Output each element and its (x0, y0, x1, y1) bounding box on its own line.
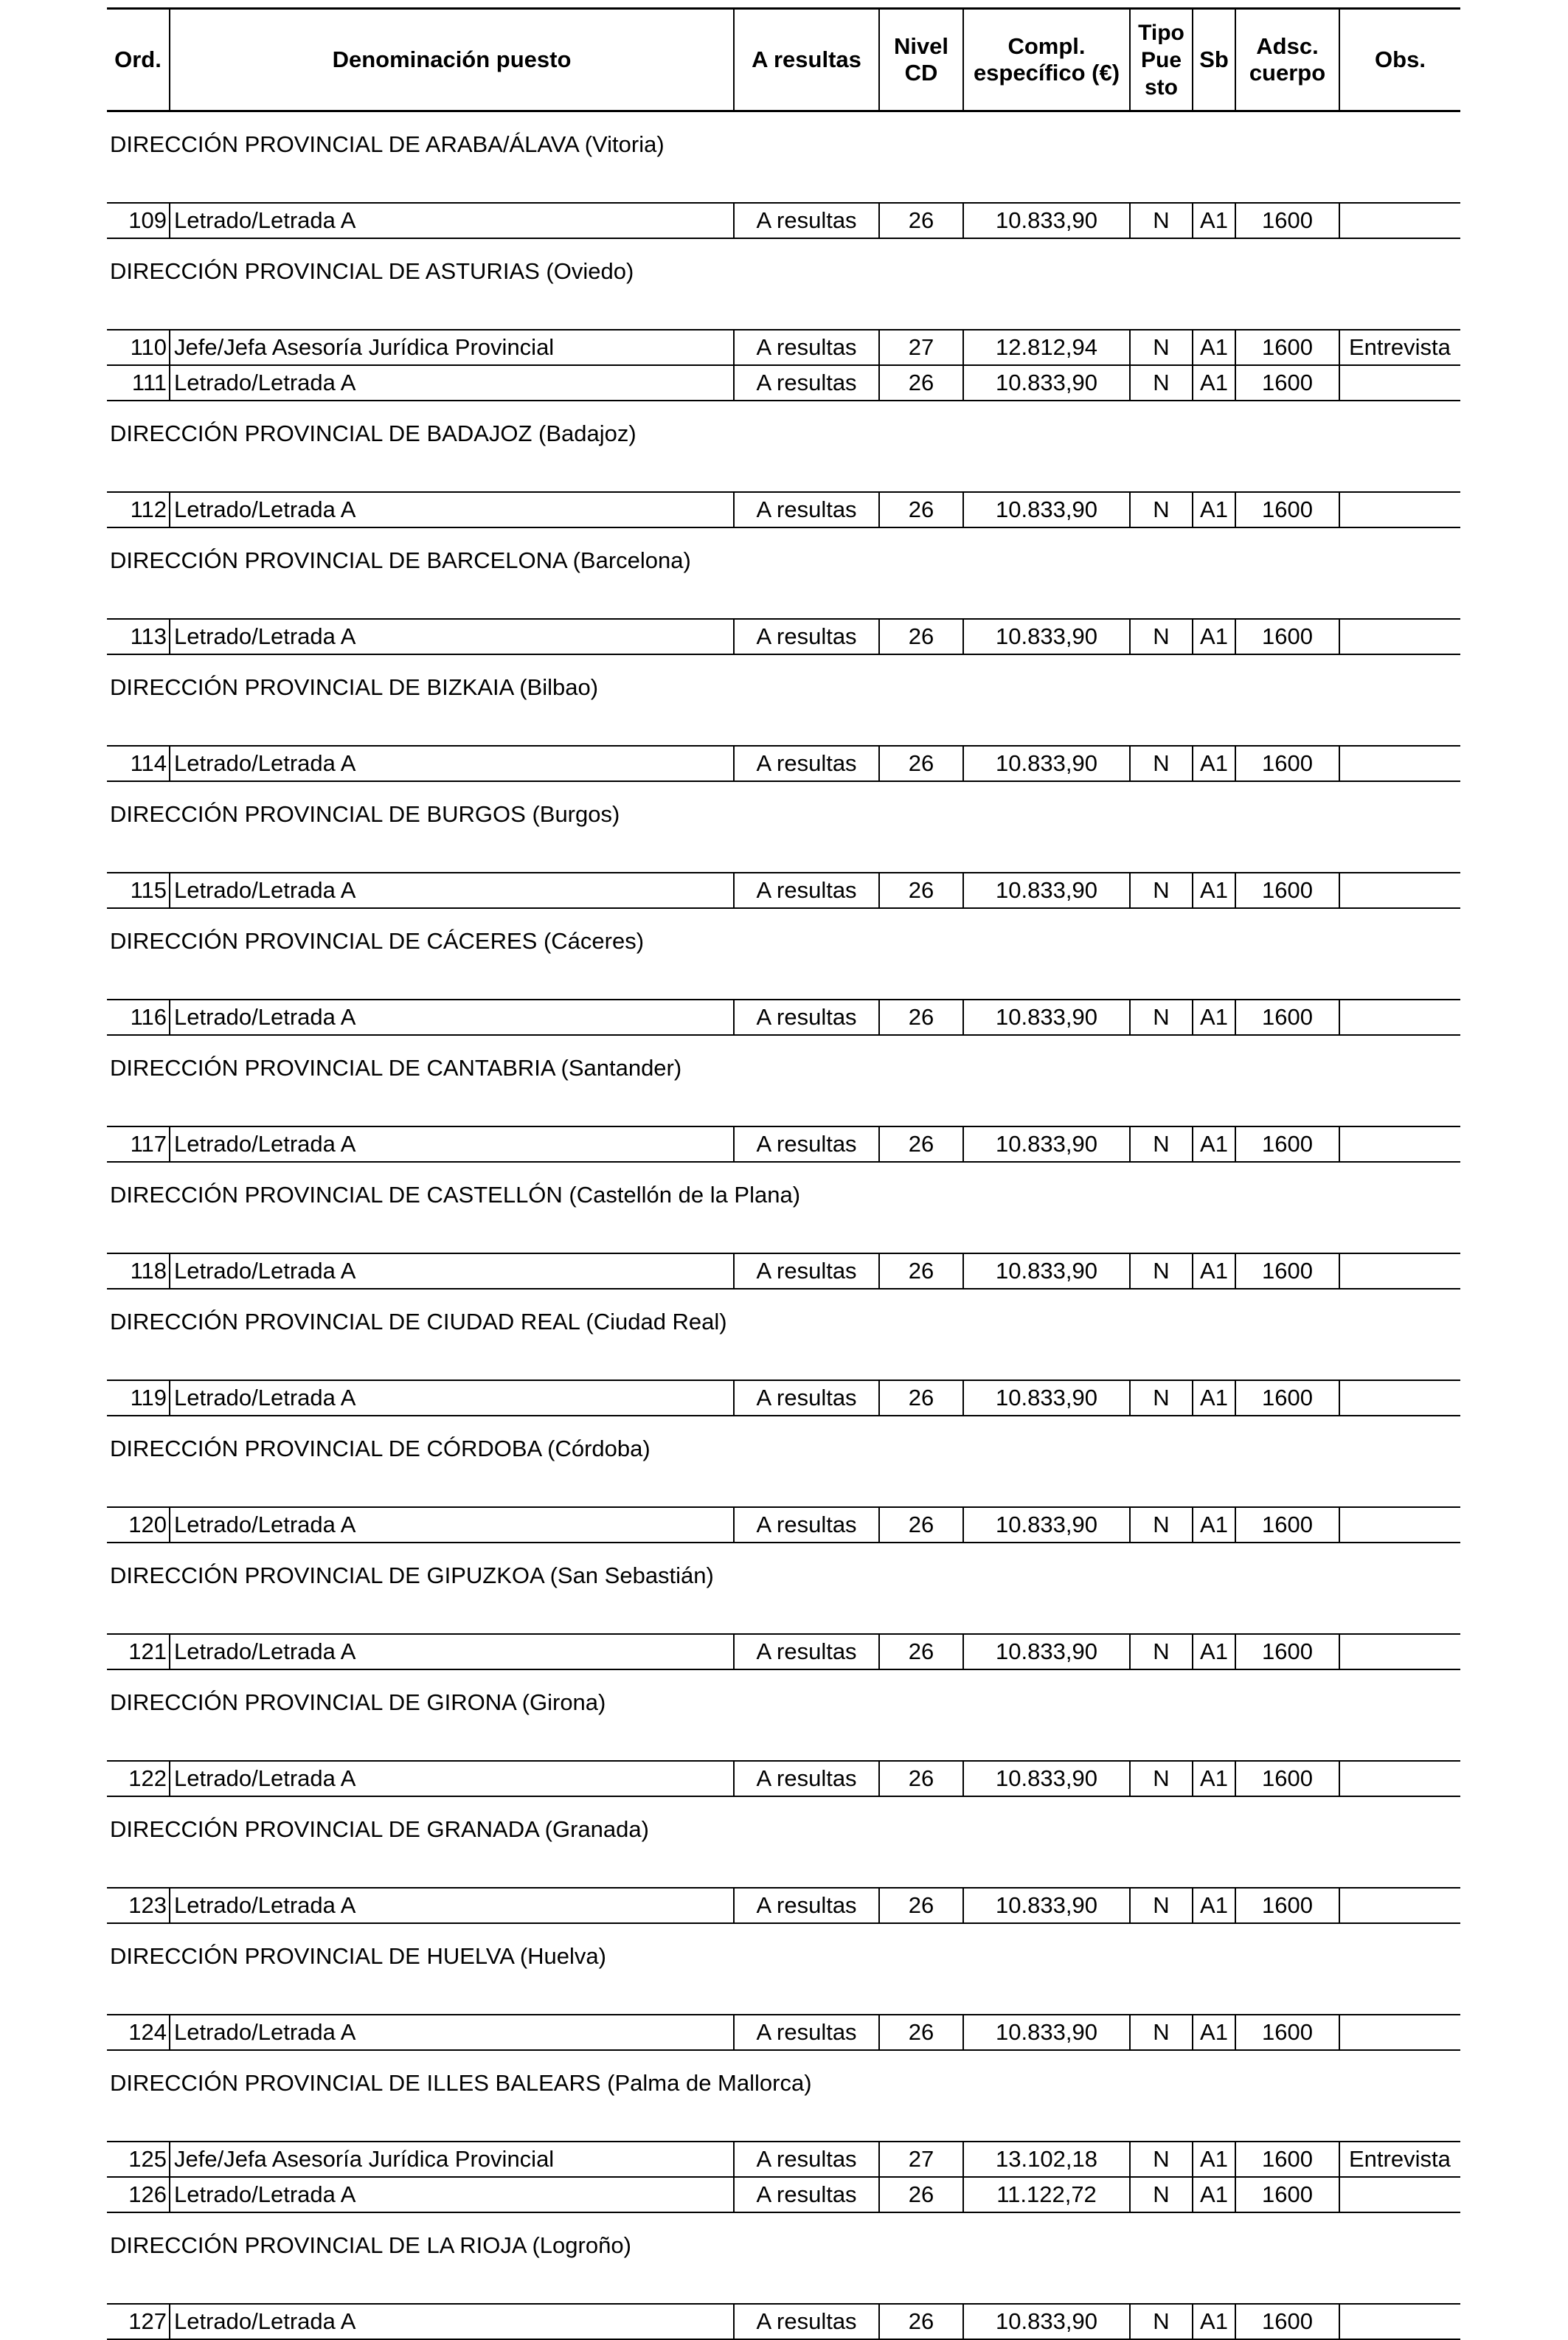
cell-obs (1339, 2304, 1460, 2339)
cell-ord: 116 (107, 1000, 170, 1035)
section-header-row (107, 1035, 1460, 1126)
cell-ord: 124 (107, 2015, 170, 2050)
cell-sb: A1 (1193, 492, 1235, 527)
cell-sb: A1 (1193, 2015, 1235, 2050)
cell-denominacion: Letrado/Letrada A (170, 746, 734, 781)
cell-denominacion: Letrado/Letrada A (170, 492, 734, 527)
header-ord: Ord. (107, 9, 170, 111)
table-body (107, 111, 1460, 2340)
cell-complemento: 11.122,72 (963, 2177, 1130, 2212)
cell-obs (1339, 1507, 1460, 1543)
section-title: DIRECCIÓN PROVINCIAL DE ASTURIAS (Oviedo) (107, 238, 1460, 330)
cell-denominacion: Letrado/Letrada A (170, 1253, 734, 1289)
cell-a-resultas: A resultas (734, 1888, 879, 1923)
cell-sb: A1 (1193, 1507, 1235, 1543)
cell-a-resultas: A resultas (734, 203, 879, 238)
cell-ord: 117 (107, 1126, 170, 1162)
cell-denominacion: Letrado/Letrada A (170, 1761, 734, 1796)
cell-denominacion: Letrado/Letrada A (170, 2177, 734, 2212)
cell-sb: A1 (1193, 1380, 1235, 1416)
cell-a-resultas: A resultas (734, 1761, 879, 1796)
section-title: DIRECCIÓN PROVINCIAL DE BURGOS (Burgos) (107, 781, 1460, 873)
cell-tipo-puesto: N (1130, 1761, 1193, 1796)
section-title: DIRECCIÓN PROVINCIAL DE CASTELLÓN (Castellón de la Plana) (107, 1162, 1460, 1253)
section-header-row (107, 401, 1460, 492)
cell-ord: 110 (107, 330, 170, 365)
section-header-row (107, 1416, 1460, 1507)
table-row (107, 746, 1460, 781)
cell-nivel-cd: 26 (879, 873, 963, 908)
cell-complemento: 10.833,90 (963, 1380, 1130, 1416)
header-adsc-line1: Adsc. (1256, 33, 1319, 59)
cell-complemento: 10.833,90 (963, 2304, 1130, 2339)
table-row (107, 2177, 1460, 2212)
cell-adsc-cuerpo: 1600 (1235, 1507, 1339, 1543)
cell-obs (1339, 2177, 1460, 2212)
cell-tipo-puesto: N (1130, 2177, 1193, 2212)
cell-nivel-cd: 26 (879, 1253, 963, 1289)
cell-a-resultas: A resultas (734, 1380, 879, 1416)
section-header-row (107, 1289, 1460, 1380)
table-row (107, 619, 1460, 654)
cell-adsc-cuerpo: 1600 (1235, 873, 1339, 908)
cell-ord: 127 (107, 2304, 170, 2339)
cell-ord: 111 (107, 365, 170, 401)
cell-nivel-cd: 27 (879, 330, 963, 365)
cell-denominacion: Letrado/Letrada A (170, 1126, 734, 1162)
cell-denominacion: Letrado/Letrada A (170, 2304, 734, 2339)
cell-tipo-puesto: N (1130, 1507, 1193, 1543)
cell-tipo-puesto: N (1130, 365, 1193, 401)
cell-complemento: 12.812,94 (963, 330, 1130, 365)
section-header-row (107, 781, 1460, 873)
header-tipo-line2: Pue (1140, 47, 1182, 72)
cell-ord: 112 (107, 492, 170, 527)
section-header-row (107, 111, 1460, 204)
table-row (107, 1634, 1460, 1669)
header-adsc-cuerpo (1235, 9, 1339, 111)
cell-obs (1339, 1126, 1460, 1162)
cell-sb: A1 (1193, 2142, 1235, 2177)
cell-tipo-puesto: N (1130, 1634, 1193, 1669)
cell-sb: A1 (1193, 365, 1235, 401)
cell-a-resultas: A resultas (734, 619, 879, 654)
cell-adsc-cuerpo: 1600 (1235, 2015, 1339, 2050)
table-row (107, 1000, 1460, 1035)
cell-nivel-cd: 26 (879, 1761, 963, 1796)
table-row (107, 365, 1460, 401)
section-title: DIRECCIÓN PROVINCIAL DE LA RIOJA (Logroño) (107, 2212, 1460, 2304)
cell-obs (1339, 492, 1460, 527)
header-nivel-cd (879, 9, 963, 111)
section-title: DIRECCIÓN PROVINCIAL DE ILLES BALEARS (Palma de Mallorca) (107, 2050, 1460, 2142)
cell-tipo-puesto: N (1130, 1126, 1193, 1162)
header-denominacion: Denominación puesto (170, 9, 734, 111)
cell-adsc-cuerpo: 1600 (1235, 746, 1339, 781)
section-header-row (107, 238, 1460, 330)
cell-a-resultas: A resultas (734, 1634, 879, 1669)
cell-complemento: 10.833,90 (963, 1888, 1130, 1923)
cell-denominacion: Letrado/Letrada A (170, 1380, 734, 1416)
cell-ord: 109 (107, 203, 170, 238)
cell-tipo-puesto: N (1130, 1888, 1193, 1923)
cell-nivel-cd: 27 (879, 2142, 963, 2177)
table-row (107, 330, 1460, 365)
cell-sb: A1 (1193, 1634, 1235, 1669)
cell-denominacion: Letrado/Letrada A (170, 2015, 734, 2050)
cell-adsc-cuerpo: 1600 (1235, 1634, 1339, 1669)
cell-obs (1339, 1761, 1460, 1796)
section-header-row (107, 1796, 1460, 1888)
cell-complemento: 10.833,90 (963, 1000, 1130, 1035)
table-row (107, 2304, 1460, 2339)
cell-denominacion: Letrado/Letrada A (170, 1888, 734, 1923)
cell-sb: A1 (1193, 619, 1235, 654)
cell-sb: A1 (1193, 1000, 1235, 1035)
cell-tipo-puesto: N (1130, 330, 1193, 365)
cell-ord: 113 (107, 619, 170, 654)
header-tipo-line1: Tipo (1138, 20, 1184, 45)
section-title: DIRECCIÓN PROVINCIAL DE BARCELONA (Barcelona) (107, 527, 1460, 619)
cell-nivel-cd: 26 (879, 2177, 963, 2212)
cell-tipo-puesto: N (1130, 1380, 1193, 1416)
section-header-row (107, 1162, 1460, 1253)
cell-complemento: 10.833,90 (963, 873, 1130, 908)
cell-ord: 120 (107, 1507, 170, 1543)
cell-adsc-cuerpo: 1600 (1235, 365, 1339, 401)
cell-obs: Entrevista (1339, 2142, 1460, 2177)
cell-nivel-cd: 26 (879, 746, 963, 781)
section-header-row (107, 527, 1460, 619)
cell-nivel-cd: 26 (879, 1634, 963, 1669)
cell-denominacion: Jefe/Jefa Asesoría Jurídica Provincial (170, 330, 734, 365)
section-header-row (107, 2212, 1460, 2304)
header-tipo-puesto (1130, 9, 1193, 111)
cell-a-resultas: A resultas (734, 1126, 879, 1162)
cell-nivel-cd: 26 (879, 1000, 963, 1035)
cell-denominacion: Letrado/Letrada A (170, 873, 734, 908)
section-header-row (107, 908, 1460, 1000)
cell-tipo-puesto: N (1130, 746, 1193, 781)
cell-adsc-cuerpo: 1600 (1235, 330, 1339, 365)
cell-nivel-cd: 26 (879, 1380, 963, 1416)
cell-obs (1339, 1000, 1460, 1035)
section-title: DIRECCIÓN PROVINCIAL DE ARABA/ÁLAVA (Vitoria) (107, 111, 1460, 204)
section-header-row (107, 654, 1460, 746)
cell-complemento: 10.833,90 (963, 1634, 1130, 1669)
header-obs: Obs. (1339, 9, 1460, 111)
cell-nivel-cd: 26 (879, 1888, 963, 1923)
cell-obs (1339, 365, 1460, 401)
section-title: DIRECCIÓN PROVINCIAL DE CIUDAD REAL (Ciudad Real) (107, 1289, 1460, 1380)
cell-adsc-cuerpo: 1600 (1235, 1888, 1339, 1923)
cell-nivel-cd: 26 (879, 365, 963, 401)
cell-ord: 123 (107, 1888, 170, 1923)
cell-obs (1339, 873, 1460, 908)
section-title: DIRECCIÓN PROVINCIAL DE CÓRDOBA (Córdoba) (107, 1416, 1460, 1507)
header-nivel-line1: Nivel (893, 33, 949, 59)
table-row (107, 1507, 1460, 1543)
cell-a-resultas: A resultas (734, 873, 879, 908)
cell-complemento: 10.833,90 (963, 1507, 1130, 1543)
cell-a-resultas: A resultas (734, 365, 879, 401)
cell-obs (1339, 203, 1460, 238)
cell-adsc-cuerpo: 1600 (1235, 2142, 1339, 2177)
cell-nivel-cd: 26 (879, 1507, 963, 1543)
cell-a-resultas: A resultas (734, 1507, 879, 1543)
cell-adsc-cuerpo: 1600 (1235, 2304, 1339, 2339)
cell-adsc-cuerpo: 1600 (1235, 1761, 1339, 1796)
cell-complemento: 10.833,90 (963, 2015, 1130, 2050)
cell-ord: 118 (107, 1253, 170, 1289)
cell-complemento: 10.833,90 (963, 619, 1130, 654)
cell-sb: A1 (1193, 1126, 1235, 1162)
cell-tipo-puesto: N (1130, 873, 1193, 908)
header-tipo-line3: sto (1145, 75, 1178, 100)
header-sb: Sb (1193, 9, 1235, 111)
cell-nivel-cd: 26 (879, 619, 963, 654)
cell-a-resultas: A resultas (734, 2142, 879, 2177)
cell-tipo-puesto: N (1130, 2142, 1193, 2177)
cell-complemento: 10.833,90 (963, 365, 1130, 401)
cell-sb: A1 (1193, 203, 1235, 238)
cell-denominacion: Letrado/Letrada A (170, 365, 734, 401)
cell-obs (1339, 1380, 1460, 1416)
cell-sb: A1 (1193, 746, 1235, 781)
cell-tipo-puesto: N (1130, 203, 1193, 238)
cell-adsc-cuerpo: 1600 (1235, 1380, 1339, 1416)
cell-obs: Entrevista (1339, 330, 1460, 365)
cell-a-resultas: A resultas (734, 746, 879, 781)
cell-obs (1339, 1888, 1460, 1923)
table-header (107, 9, 1460, 111)
cell-nivel-cd: 26 (879, 2304, 963, 2339)
header-nivel-line2: CD (904, 60, 938, 86)
cell-complemento: 13.102,18 (963, 2142, 1130, 2177)
cell-a-resultas: A resultas (734, 1253, 879, 1289)
section-header-row (107, 2050, 1460, 2142)
cell-ord: 122 (107, 1761, 170, 1796)
cell-sb: A1 (1193, 2177, 1235, 2212)
cell-complemento: 10.833,90 (963, 1761, 1130, 1796)
cell-adsc-cuerpo: 1600 (1235, 1126, 1339, 1162)
table-row (107, 2015, 1460, 2050)
cell-tipo-puesto: N (1130, 1253, 1193, 1289)
section-title: DIRECCIÓN PROVINCIAL DE BADAJOZ (Badajoz) (107, 401, 1460, 492)
table-row (107, 203, 1460, 238)
cell-adsc-cuerpo: 1600 (1235, 492, 1339, 527)
cell-ord: 121 (107, 1634, 170, 1669)
table-row (107, 1888, 1460, 1923)
cell-nivel-cd: 26 (879, 203, 963, 238)
cell-a-resultas: A resultas (734, 492, 879, 527)
cell-sb: A1 (1193, 330, 1235, 365)
cell-complemento: 10.833,90 (963, 492, 1130, 527)
cell-adsc-cuerpo: 1600 (1235, 1000, 1339, 1035)
cell-nivel-cd: 26 (879, 1126, 963, 1162)
cell-sb: A1 (1193, 873, 1235, 908)
cell-tipo-puesto: N (1130, 492, 1193, 527)
cell-adsc-cuerpo: 1600 (1235, 619, 1339, 654)
section-title: DIRECCIÓN PROVINCIAL DE CÁCERES (Cáceres) (107, 908, 1460, 1000)
document-page (107, 7, 1460, 2340)
table-row (107, 1126, 1460, 1162)
cell-sb: A1 (1193, 1253, 1235, 1289)
section-header-row (107, 1543, 1460, 1634)
table-row (107, 1761, 1460, 1796)
section-title: DIRECCIÓN PROVINCIAL DE GRANADA (Granada) (107, 1796, 1460, 1888)
table-row (107, 1380, 1460, 1416)
cell-denominacion: Letrado/Letrada A (170, 203, 734, 238)
section-header-row (107, 1923, 1460, 2015)
header-adsc-line2: cuerpo (1249, 60, 1326, 86)
cell-complemento: 10.833,90 (963, 1126, 1130, 1162)
cell-tipo-puesto: N (1130, 1000, 1193, 1035)
cell-ord: 114 (107, 746, 170, 781)
cell-a-resultas: A resultas (734, 2304, 879, 2339)
section-title: DIRECCIÓN PROVINCIAL DE BIZKAIA (Bilbao) (107, 654, 1460, 746)
cell-ord: 126 (107, 2177, 170, 2212)
cell-complemento: 10.833,90 (963, 203, 1130, 238)
cell-complemento: 10.833,90 (963, 746, 1130, 781)
section-title: DIRECCIÓN PROVINCIAL DE HUELVA (Huelva) (107, 1923, 1460, 2015)
cell-denominacion: Letrado/Letrada A (170, 619, 734, 654)
cell-ord: 125 (107, 2142, 170, 2177)
cell-a-resultas: A resultas (734, 2177, 879, 2212)
cell-obs (1339, 2015, 1460, 2050)
cell-sb: A1 (1193, 2304, 1235, 2339)
cell-tipo-puesto: N (1130, 619, 1193, 654)
cell-sb: A1 (1193, 1888, 1235, 1923)
header-complemento (963, 9, 1130, 111)
cell-adsc-cuerpo: 1600 (1235, 1253, 1339, 1289)
cell-sb: A1 (1193, 1761, 1235, 1796)
table-row (107, 492, 1460, 527)
cell-obs (1339, 746, 1460, 781)
table-row (107, 2142, 1460, 2177)
cell-adsc-cuerpo: 1600 (1235, 2177, 1339, 2212)
header-compl-line2: específico (€) (973, 60, 1120, 86)
header-a-resultas: A resultas (734, 9, 879, 111)
cell-ord: 119 (107, 1380, 170, 1416)
cell-ord: 115 (107, 873, 170, 908)
cell-nivel-cd: 26 (879, 492, 963, 527)
table-row (107, 1253, 1460, 1289)
cell-denominacion: Letrado/Letrada A (170, 1634, 734, 1669)
section-title: DIRECCIÓN PROVINCIAL DE CANTABRIA (Santander) (107, 1035, 1460, 1126)
cell-tipo-puesto: N (1130, 2015, 1193, 2050)
cell-obs (1339, 1634, 1460, 1669)
section-header-row (107, 1669, 1460, 1761)
cell-tipo-puesto: N (1130, 2304, 1193, 2339)
cell-a-resultas: A resultas (734, 2015, 879, 2050)
section-title: DIRECCIÓN PROVINCIAL DE GIRONA (Girona) (107, 1669, 1460, 1761)
cell-complemento: 10.833,90 (963, 1253, 1130, 1289)
cell-denominacion: Jefe/Jefa Asesoría Jurídica Provincial (170, 2142, 734, 2177)
section-title: DIRECCIÓN PROVINCIAL DE GIPUZKOA (San Sebastián) (107, 1543, 1460, 1634)
cell-a-resultas: A resultas (734, 1000, 879, 1035)
cell-denominacion: Letrado/Letrada A (170, 1507, 734, 1543)
cell-nivel-cd: 26 (879, 2015, 963, 2050)
cell-denominacion: Letrado/Letrada A (170, 1000, 734, 1035)
header-compl-line1: Compl. (1007, 33, 1086, 59)
cell-adsc-cuerpo: 1600 (1235, 203, 1339, 238)
table-row (107, 873, 1460, 908)
positions-table (107, 7, 1460, 2340)
cell-a-resultas: A resultas (734, 330, 879, 365)
cell-obs (1339, 619, 1460, 654)
cell-obs (1339, 1253, 1460, 1289)
